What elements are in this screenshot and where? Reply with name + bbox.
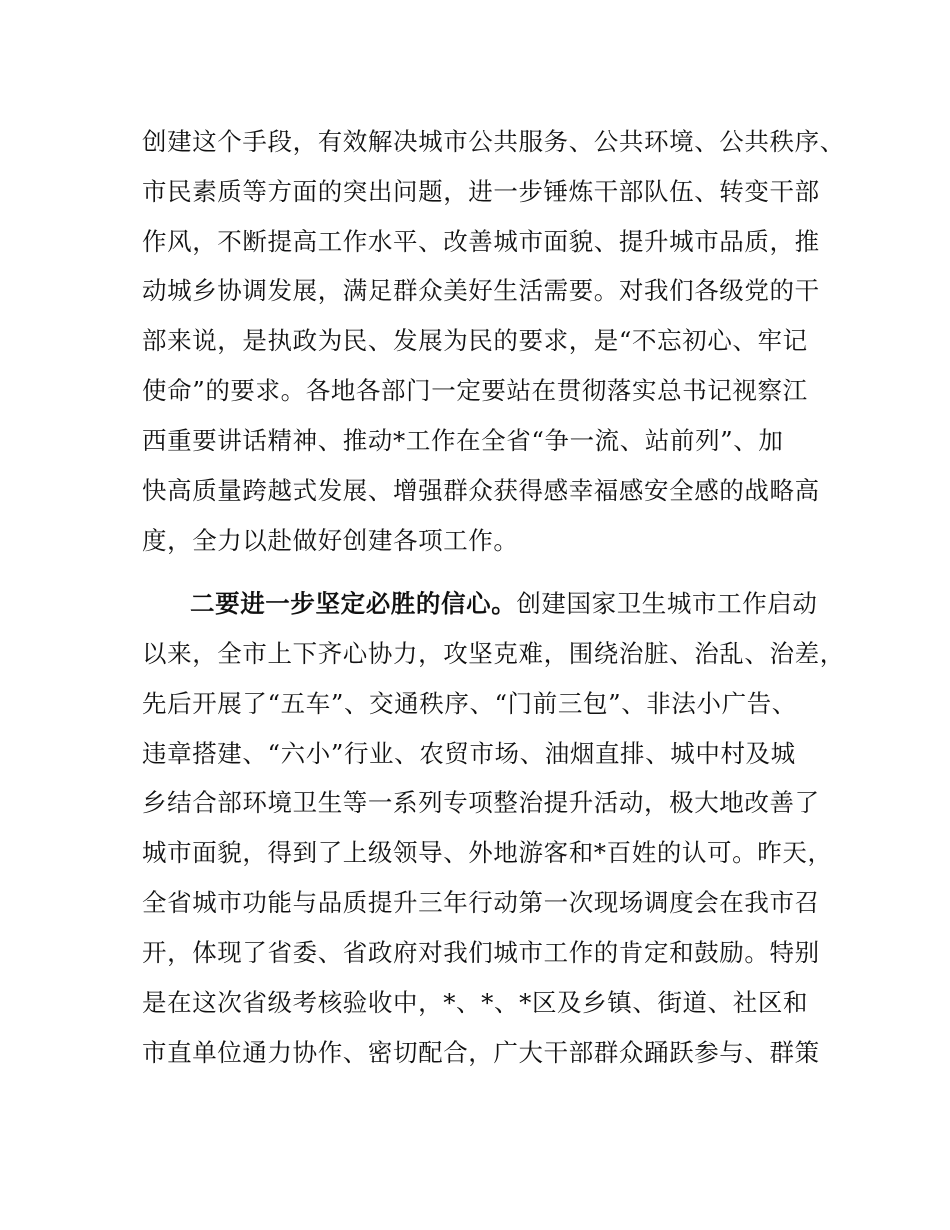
text-line: 使命”的要求。各地各部门一定要站在贯彻落实总书记视察江 bbox=[142, 376, 808, 405]
text-line: 市民素质等方面的突出问题，进一步锤炼干部队伍、转变干部 bbox=[142, 177, 820, 206]
text-line: 作风，不断提高工作水平、改善城市面貌、提升城市品质，推 bbox=[142, 227, 820, 256]
text-line: 乡结合部环境卫生等一系列专项整治提升活动，极大地改善了 bbox=[142, 788, 820, 817]
heading-line-rest: 创建国家卫生城市工作启动 bbox=[516, 589, 818, 618]
text-line bbox=[190, 589, 818, 619]
text-line: 创建这个手段，有效解决城市公共服务、公共环境、公共秩序、 bbox=[142, 127, 845, 156]
text-line: 是在这次省级考核验收中，*、*、*区及乡镇、街道、社区和 bbox=[142, 988, 809, 1017]
text-line: 西重要讲话精神、推动*工作在全省“争一流、站前列”、加 bbox=[142, 426, 784, 455]
text-line: 违章搭建、“六小”行业、农贸市场、油烟直排、城中村及城 bbox=[142, 739, 796, 768]
text-line: 快高质量跨越式发展、增强群众获得感幸福感安全感的战略高 bbox=[142, 476, 820, 505]
text-line: 城市面貌，得到了上级领导、外地游客和*百姓的认可。昨天， bbox=[142, 838, 833, 867]
text-line: 动城乡协调发展，满足群众美好生活需要。对我们各级党的干 bbox=[142, 276, 820, 305]
paragraph-heading: 二要进一步坚定必胜的信心。 bbox=[190, 589, 517, 618]
text-line: 以来，全市上下齐心协力，攻坚克难，围绕治脏、治乱、治差， bbox=[142, 639, 845, 668]
text-line: 先后开展了“五车”、交通秩序、“门前三包”、非法小广告、 bbox=[142, 689, 797, 718]
text-line: 度，全力以赴做好创建各项工作。 bbox=[142, 526, 519, 555]
text-line: 部来说，是执政为民、发展为民的要求，是“不忘初心、牢记 bbox=[142, 326, 808, 355]
text-line: 全省城市功能与品质提升三年行动第一次现场调度会在我市召 bbox=[142, 888, 820, 917]
text-line: 市直单位通力协作、密切配合，广大干部群众踊跃参与、群策 bbox=[142, 1038, 820, 1067]
text-line: 开，体现了省委、省政府对我们城市工作的肯定和鼓励。特别 bbox=[142, 938, 820, 967]
